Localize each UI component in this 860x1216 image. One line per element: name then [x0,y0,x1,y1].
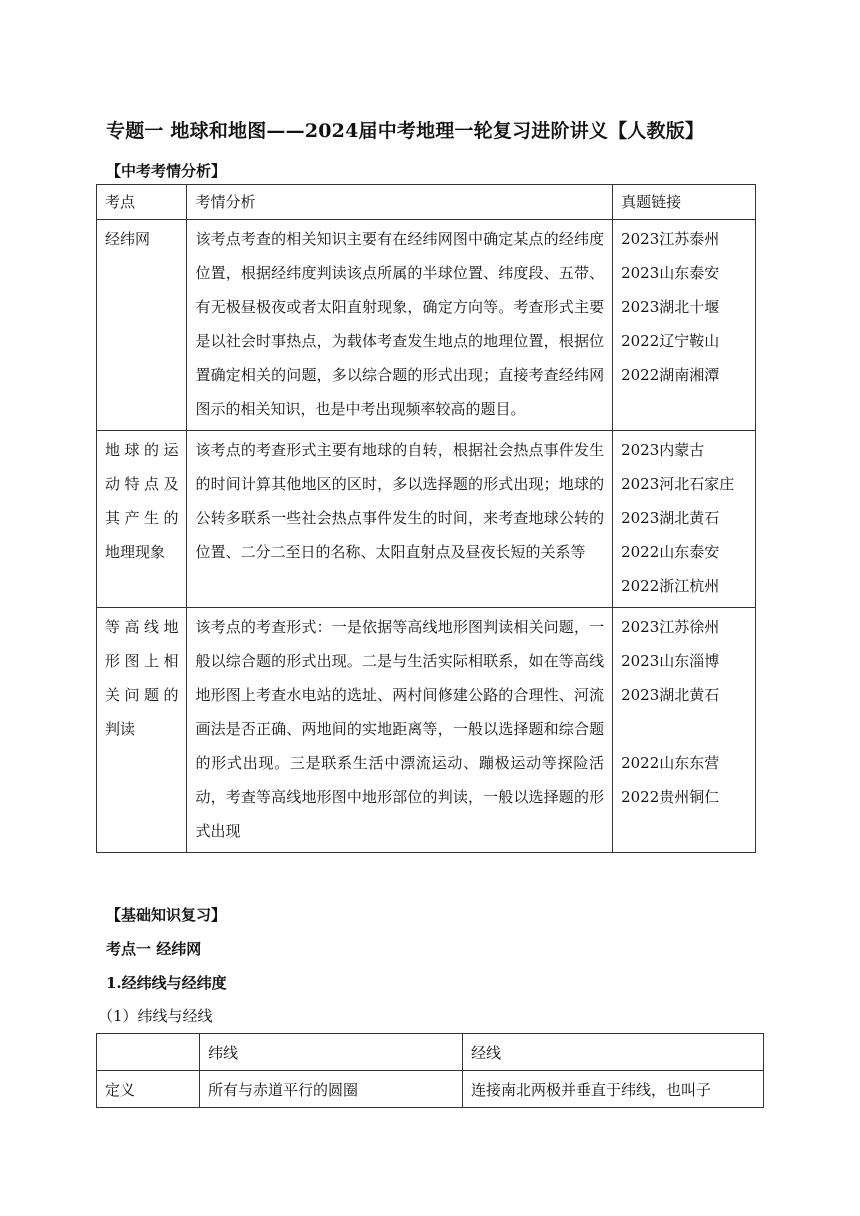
exam-link: 2022贵州铜仁 [621,788,720,806]
header-cell-meridian: 经线 [463,1034,764,1071]
latitude-longitude-table [96,1033,764,1108]
basic-review-heading: 【基础知识复习】 [106,906,227,924]
exam-link: 2023湖北黄石 [621,686,720,704]
exam-link: 2023山东泰安 [621,264,720,282]
exam-link: 2023河北石家庄 [621,475,735,493]
links-cell [613,608,756,853]
subsection-heading: 1.经纬线与经纬度 [106,974,227,992]
table-row [97,1071,764,1108]
weft-definition-cell: 所有与赤道平行的圆圈 [200,1071,463,1108]
point-one-heading: 考点一 经纬网 [106,940,202,958]
topic-cell: 经纬网 [97,220,187,431]
exam-link: 2023内蒙古 [621,441,705,459]
exam-link: 2023江苏泰州 [621,230,720,248]
exam-analysis-table [96,184,756,853]
table-row [97,220,756,431]
analysis-cell: 该考点考查的相关知识主要有在经纬网图中确定某点的经纬度位置，根据经纬度判读该点所属的半球位置、纬度段、五带、有无极昼极夜或者太阳直射现象，确定方向等。考查形式主要是以社会时事热点，为载体考查发生地点的地理位置，根据位置确定相关的问题，多以综合题的形式出现；直接考查经纬网图示的相关知识，也是中考出现频率较高的题目。 [187,220,613,431]
row-label-cell: 定义 [97,1071,200,1108]
exam-link: 2023江苏徐州 [621,618,720,636]
analysis-cell: 该考点的考查形式：一是依据等高线地形图判读相关问题，一般以综合题的形式出现。二是与生活实际相联系，如在等高线地形图上考查水电站的选址、两村间修建公路的合理性、河流画法是否正确、两地间的实地距离等，一般以选择题和综合题的形式出现。三是联系生活中漂流运动、蹦极运动等探险活动，考查等高线地形图中地形部位的判读，一般以选择题的形式出现 [187,608,613,853]
topic-cell: 等高线地形图上相关问题的判读 [97,608,187,853]
exam-link: 2023山东淄博 [621,652,720,670]
header-cell-empty [97,1034,200,1071]
topic-cell: 地球的运动特点及其产生的地理现象 [97,431,187,608]
page-title: 专题一 地球和地图——2024届中考地理一轮复习进阶讲义【人教版】 [106,120,705,142]
exam-analysis-heading: 【中考考情分析】 [106,162,227,180]
header-cell-analysis: 考情分析 [187,185,613,220]
links-cell [613,431,756,608]
table-header-row [97,1034,764,1071]
exam-link: 2022山东东营 [621,754,720,772]
links-cell [613,220,756,431]
sub-subsection-heading: （1）纬线与经线 [98,1007,213,1025]
exam-link: 2022山东泰安 [621,543,720,561]
header-cell-weft: 纬线 [200,1034,463,1071]
exam-link: 2022湖南湘潭 [621,366,720,384]
meridian-definition-cell: 连接南北两极并垂直于纬线，也叫子 [463,1071,764,1108]
header-cell-links: 真题链接 [613,185,756,220]
exam-link-blank [621,712,747,746]
exam-link: 2023湖北十堰 [621,298,720,316]
table-header-row [97,185,756,220]
exam-link: 2022辽宁鞍山 [621,332,720,350]
exam-link: 2022浙江杭州 [621,577,720,595]
table-row [97,608,756,853]
table-row [97,431,756,608]
analysis-cell: 该考点的考查形式主要有地球的自转，根据社会热点事件发生的时间计算其他地区的区时，多以选择题的形式出现；地球的公转多联系一些社会热点事件发生的时间，来考查地球公转的位置、二分二至日的名称、太阳直射点及昼夜长短的关系等 [187,431,613,608]
header-cell-topic: 考点 [97,185,187,220]
exam-link: 2023湖北黄石 [621,509,720,527]
